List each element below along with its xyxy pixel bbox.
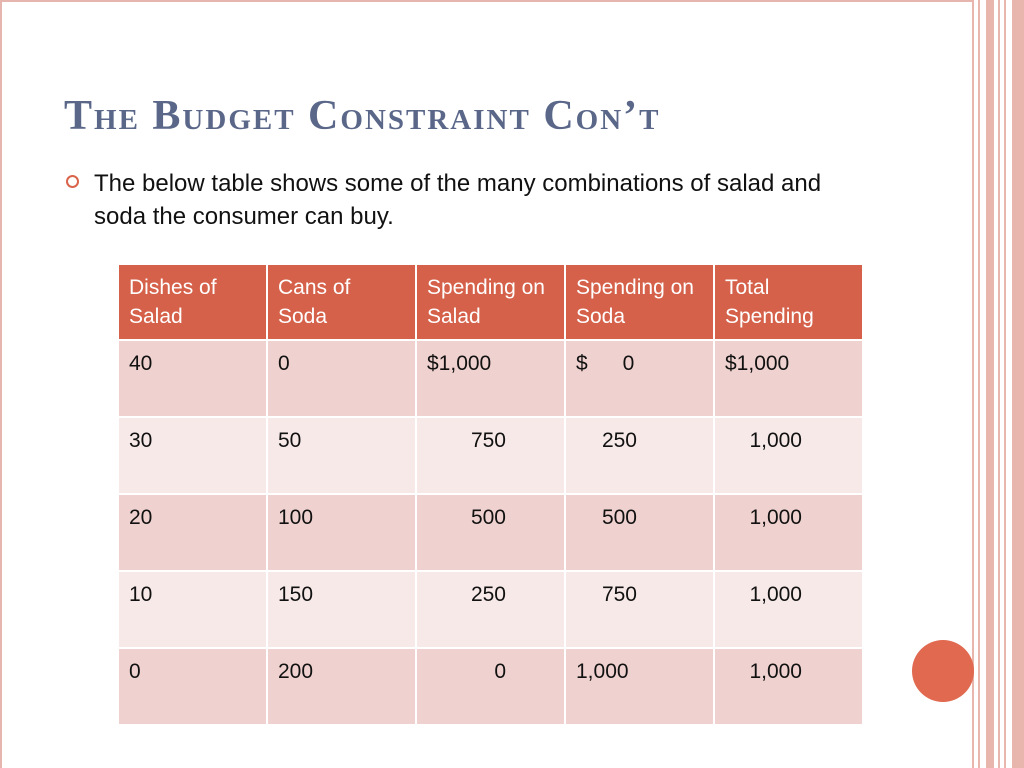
- budget-table: [117, 263, 864, 726]
- cell-spending-salad: $1,000: [416, 340, 565, 417]
- cell-soda: 0: [267, 340, 416, 417]
- table-row: [118, 494, 863, 571]
- table-row: [118, 340, 863, 417]
- slide-title: The Budget Constraint Con’t: [64, 93, 661, 139]
- cell-spending-salad: 0: [416, 648, 565, 725]
- cell-spending-soda: 250: [565, 417, 714, 494]
- bullet-icon: [66, 175, 79, 188]
- cell-salad: 20: [118, 494, 267, 571]
- header-spending-on-soda: Spending on Soda: [565, 264, 714, 340]
- cell-spending-salad: 500: [416, 494, 565, 571]
- cell-salad: 0: [118, 648, 267, 725]
- header-dishes-of-salad: Dishes of Salad: [118, 264, 267, 340]
- table-row: [118, 571, 863, 648]
- header-cans-of-soda: Cans of Soda: [267, 264, 416, 340]
- cell-total: 1,000: [714, 494, 863, 571]
- cell-total: 1,000: [714, 417, 863, 494]
- bullet-text: The below table shows some of the many combinations of salad and soda the consumer can buy.: [94, 170, 822, 230]
- cell-spending-salad: 250: [416, 571, 565, 648]
- cell-spending-soda: $ 0: [565, 340, 714, 417]
- cell-soda: 100: [267, 494, 416, 571]
- cell-spending-salad: 750: [416, 417, 565, 494]
- cell-soda: 150: [267, 571, 416, 648]
- header-spending-on-salad: Spending on Salad: [416, 264, 565, 340]
- cell-soda: 50: [267, 417, 416, 494]
- cell-spending-soda: 1,000: [565, 648, 714, 725]
- table-header-row: [118, 264, 863, 340]
- decorative-stripes: [972, 0, 1024, 768]
- header-total-spending: Total Spending: [714, 264, 863, 340]
- cell-soda: 200: [267, 648, 416, 725]
- table-row: [118, 417, 863, 494]
- table-row: [118, 648, 863, 725]
- cell-spending-soda: 750: [565, 571, 714, 648]
- cell-total: 1,000: [714, 648, 863, 725]
- cell-spending-soda: 500: [565, 494, 714, 571]
- cell-salad: 40: [118, 340, 267, 417]
- decorative-circle: [912, 640, 974, 702]
- cell-total: 1,000: [714, 571, 863, 648]
- cell-salad: 10: [118, 571, 267, 648]
- cell-total: $1,000: [714, 340, 863, 417]
- cell-salad: 30: [118, 417, 267, 494]
